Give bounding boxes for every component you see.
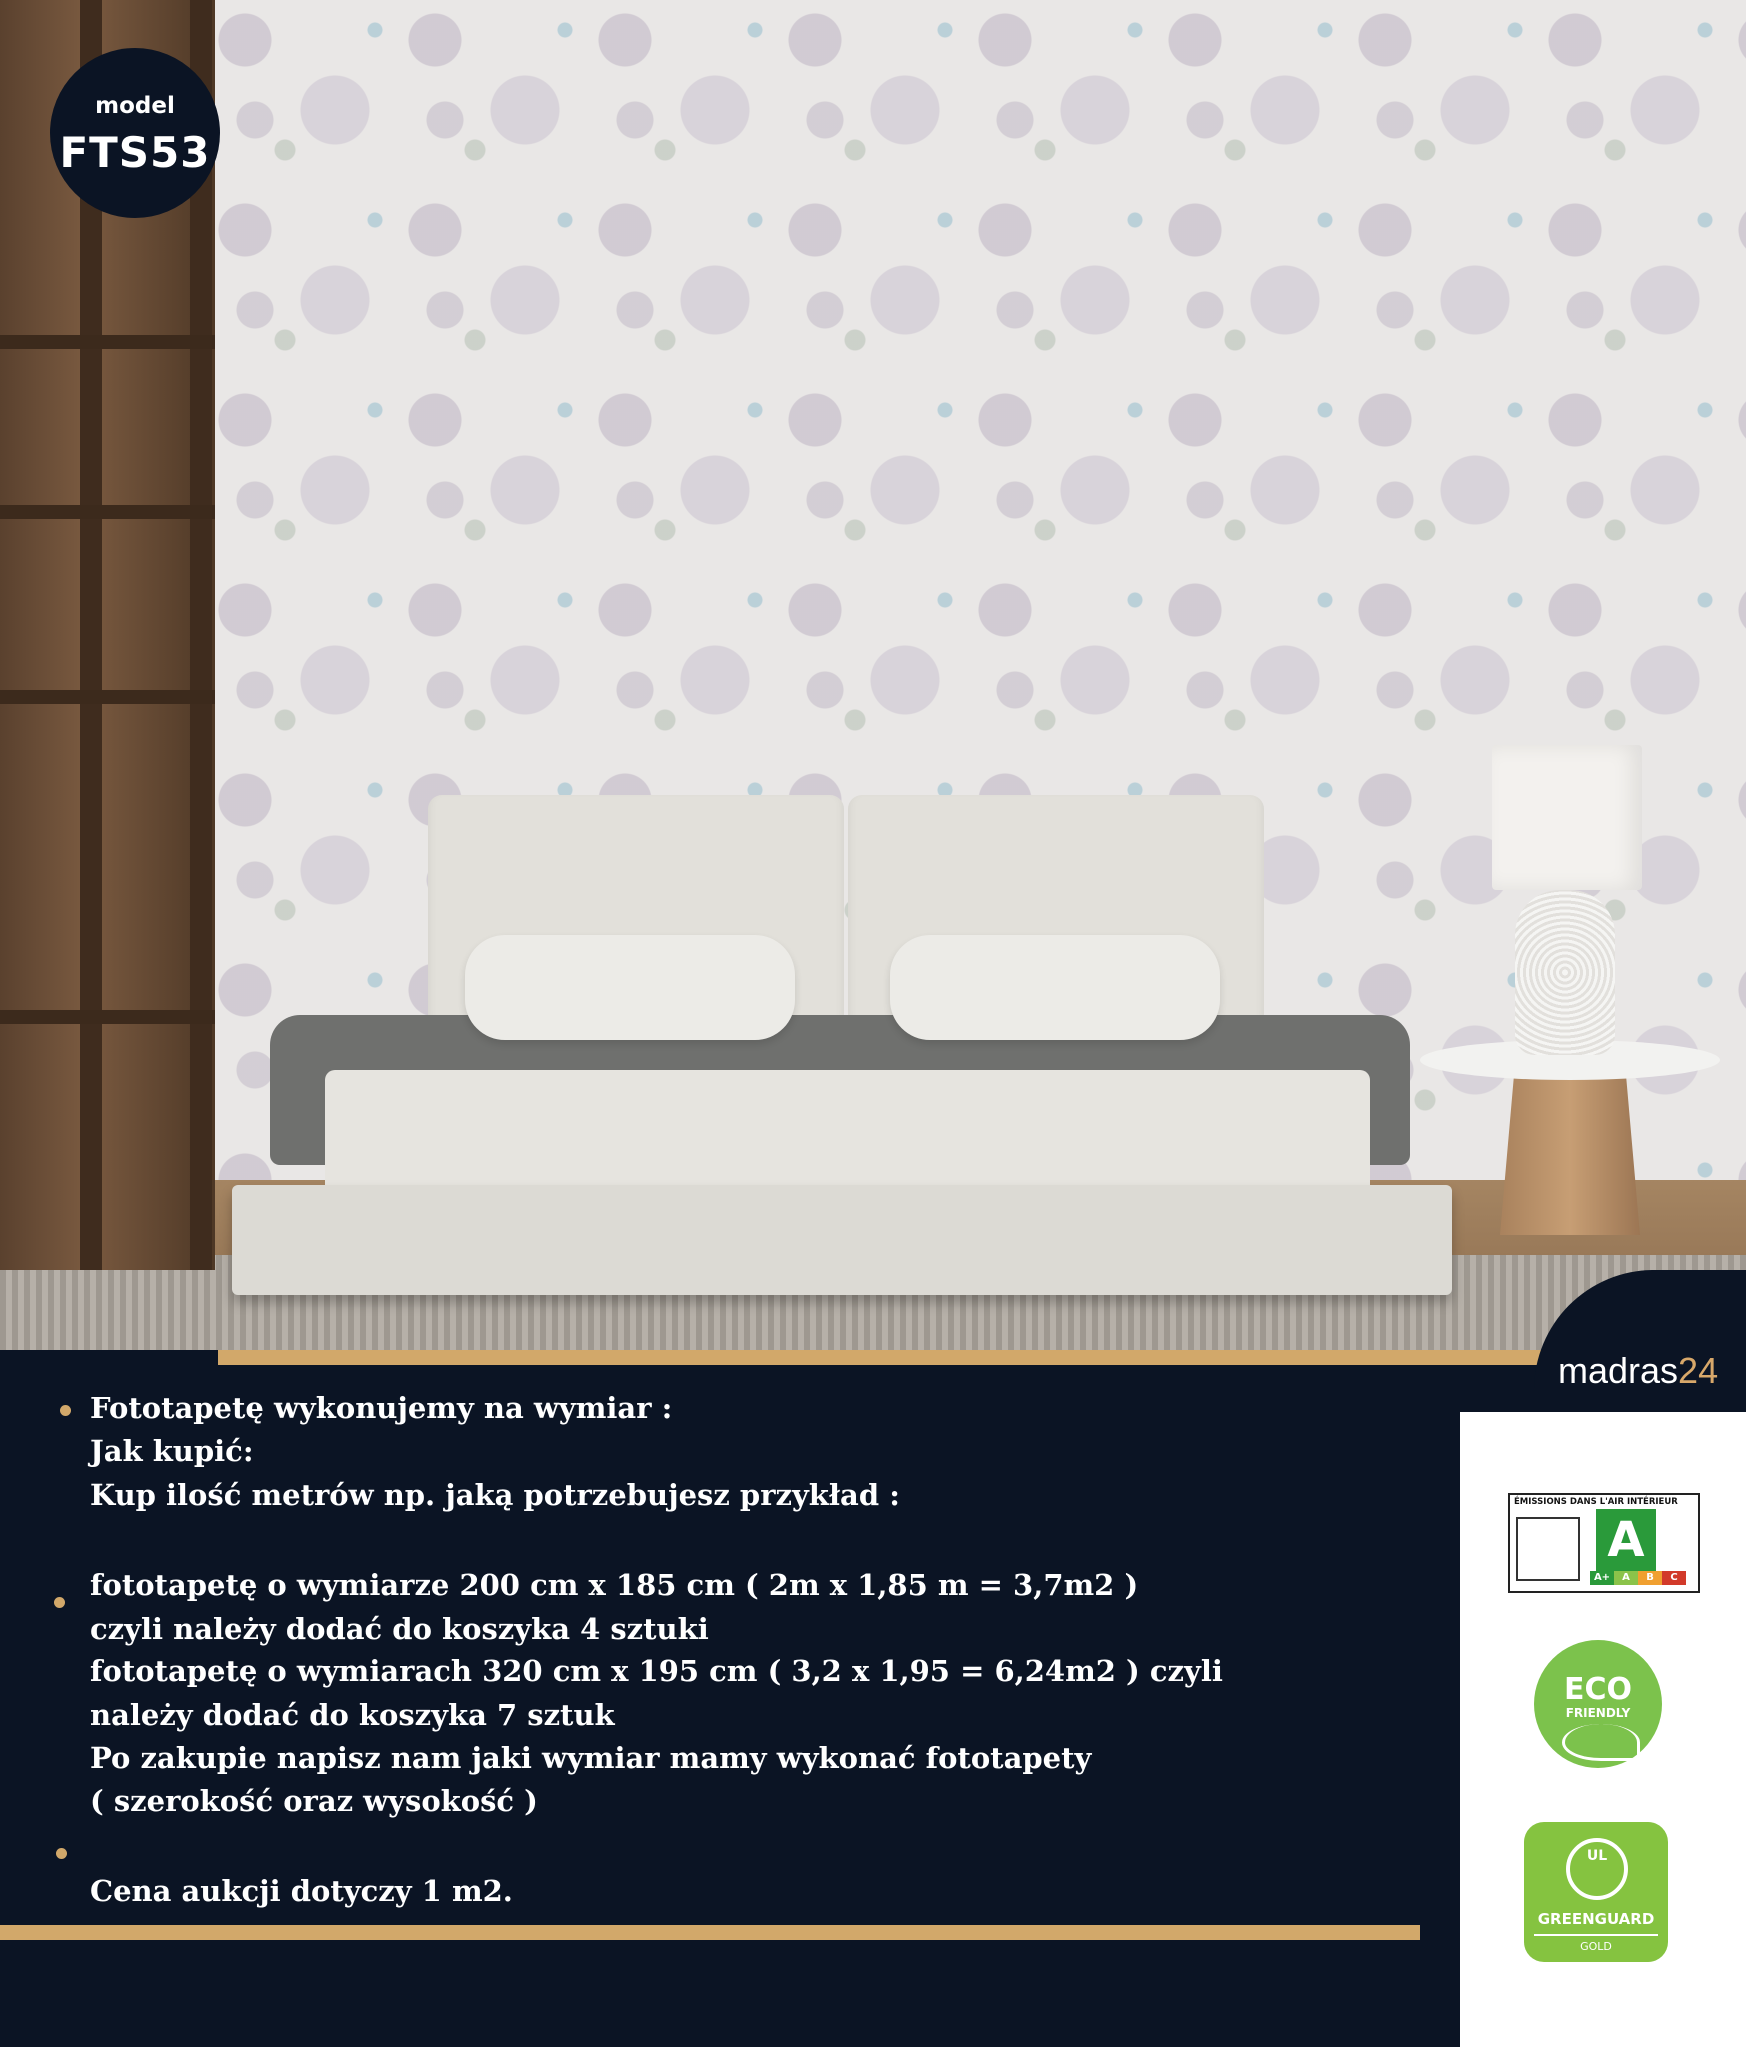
brand-name: madras (1558, 1350, 1679, 1391)
leaf-icon (1562, 1724, 1640, 1761)
lamp-shade (1492, 745, 1642, 890)
description-line-7: należy dodać do koszyka 7 sztuk (90, 1698, 615, 1732)
emissions-title: ÉMISSIONS DANS L'AIR INTÉRIEUR (1514, 1497, 1678, 1507)
brand-number: 24 (1678, 1350, 1719, 1391)
description-line-3: Kup ilość metrów np. jaką potrzebujesz przykład : (90, 1478, 900, 1512)
brand-logo (1558, 1350, 1718, 1392)
side-table-leg (1500, 1075, 1640, 1235)
description-line-8: Po zakupie napisz nam jaki wymiar mamy wykonać fototapety (90, 1741, 1092, 1775)
scale-a: A (1614, 1571, 1638, 1585)
model-label: model (95, 93, 175, 119)
description-line-9: ( szerokość oraz wysokość ) (90, 1784, 538, 1818)
bullet-1 (60, 1405, 71, 1416)
description-line-10: Cena aukcji dotyczy 1 m2. (90, 1874, 513, 1908)
description-line-1: Fototapetę wykonujemy na wymiar : (90, 1391, 673, 1425)
pillow-left (465, 935, 795, 1040)
scale-c: C (1662, 1571, 1686, 1585)
bed-base (232, 1185, 1452, 1295)
eco-text: ECO (1563, 1672, 1632, 1707)
scale-b: B (1638, 1571, 1662, 1585)
emissions-grade: A (1596, 1509, 1656, 1571)
ul-leaf-icon: UL (1566, 1838, 1628, 1900)
friendly-text: FRIENDLY (1565, 1706, 1631, 1720)
emissions-label (1508, 1493, 1700, 1593)
pillow-right (890, 935, 1220, 1040)
greenguard-badge (1524, 1822, 1668, 1962)
model-code: FTS53 (59, 128, 211, 177)
scale-a-plus: A+ (1590, 1571, 1614, 1585)
house-icon (1516, 1517, 1580, 1581)
divider-top (218, 1350, 1578, 1365)
lamp-base (1515, 890, 1615, 1055)
bullet-2 (54, 1597, 65, 1608)
emissions-scale (1590, 1571, 1686, 1585)
description-line-5: czyli należy dodać do koszyka 4 sztuki (90, 1612, 709, 1646)
description-line-2: Jak kupić: (90, 1434, 254, 1468)
greenguard-text: GREENGUARD (1537, 1910, 1655, 1928)
description-line-6: fototapetę o wymiarach 320 cm x 195 cm ( 3,2 x 1,95 = 6,24m2 ) czyli (90, 1654, 1223, 1688)
description-line-4: fototapetę o wymiarze 200 cm x 185 cm ( 2m x 1,85 m = 3,7m2 ) (90, 1568, 1139, 1602)
model-badge (50, 48, 220, 218)
gold-text: GOLD (1534, 1934, 1658, 1953)
bullet-3 (56, 1848, 67, 1859)
divider-bottom (0, 1925, 1420, 1940)
eco-friendly-badge (1534, 1640, 1662, 1768)
